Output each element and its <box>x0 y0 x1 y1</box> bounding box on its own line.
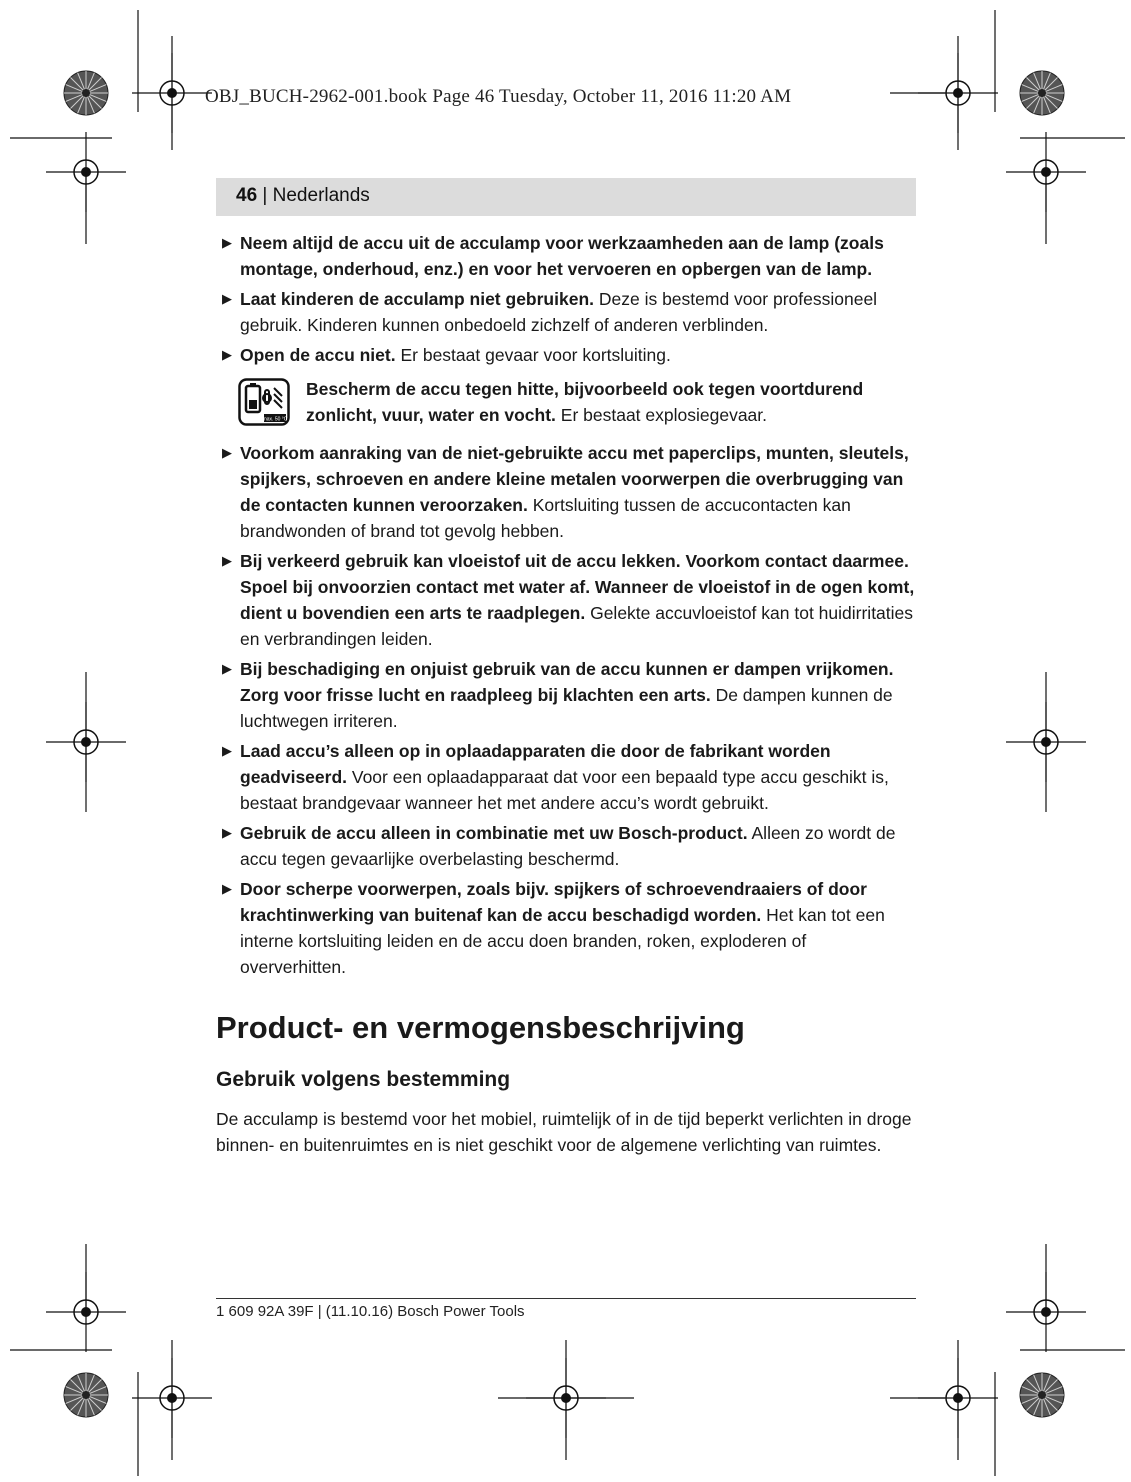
safety-item <box>218 342 916 368</box>
safety-item-text: Gelekte accuvloeistof kan tot huidirritaties en verbrandingen leiden. <box>240 603 914 649</box>
safety-item <box>218 656 916 734</box>
safety-item-bold: Neem altijd de accu uit de acculamp voor werkzaamheden aan de lamp (zoals montage, onderhoud, enz.) en voor het vervoeren en opbergen van de lamp. <box>240 233 884 279</box>
safety-item-bold: Laad accu’s alleen op in oplaadapparaten die door de fabrikant worden geadviseerd. <box>240 741 831 787</box>
section-title: Product- en vermogensbeschrijving <box>216 1010 745 1045</box>
icon-caption: max. 50 °C <box>262 416 288 423</box>
safety-item-bold: Bij beschadiging en onjuist gebruik van de accu kunnen er dampen vrijkomen. Zorg voor frisse lucht en raadpleeg bij klachten een arts. <box>240 659 894 705</box>
heat-protection-icon <box>238 378 290 426</box>
safety-instructions <box>218 230 916 984</box>
safety-item-bold: Bij verkeerd gebruik kan vloeistof uit de accu lekken. Voorkom contact daarmee. Spoel bij onvoorzien contact met water af. Wanneer de vloeistof in de ogen komt, dient u bovendien een arts te raadplegen. <box>240 551 915 623</box>
bullet-icon: ▶ <box>222 661 232 676</box>
safety-item-text: Er bestaat explosiegevaar. <box>555 405 768 425</box>
bullet-icon: ▶ <box>222 825 232 840</box>
safety-item-text: Alleen zo wordt de accu tegen gevaarlijke overbelasting beschermd. <box>240 823 896 869</box>
safety-item <box>218 548 916 652</box>
page-header <box>236 185 370 207</box>
safety-item-text: Voor een oplaadapparaat dat voor een bepaald type accu geschikt is, bestaat brandgevaar wanneer het met andere accu’s wordt gebruikt. <box>240 767 889 813</box>
safety-item <box>218 738 916 816</box>
footer-divider <box>216 1298 916 1299</box>
safety-item-text: Kortsluiting tussen de accucontacten kan brandwonden of brand tot gevolg hebben. <box>240 495 851 541</box>
bullet-icon: ▶ <box>222 235 232 250</box>
safety-item <box>218 286 916 338</box>
bullet-icon: ▶ <box>222 881 232 896</box>
safety-item-bold: Gebruik de accu alleen in combinatie met uw Bosch-product. <box>240 823 748 843</box>
safety-item <box>218 876 916 980</box>
bullet-icon: ▶ <box>222 347 232 362</box>
safety-item-text: Het kan tot een interne kortsluiting leiden en de accu doen branden, roken, exploderen of oververhitten. <box>240 905 885 977</box>
safety-item-bold: Laat kinderen de acculamp niet gebruiken. <box>240 289 594 309</box>
safety-item <box>218 230 916 282</box>
safety-item-text: Deze is bestemd voor professioneel gebruik. Kinderen kunnen onbedoeld zichzelf of anderen verblinden. <box>240 289 878 335</box>
safety-item <box>218 440 916 544</box>
page-number: 46 <box>236 185 258 206</box>
safety-item-with-icon <box>218 376 916 432</box>
subsection-title: Gebruik volgens bestemming <box>216 1068 511 1091</box>
intended-use-paragraph: De acculamp is bestemd voor het mobiel, ruimtelijk of in de tijd beperkt verlichten in droge binnen- en buitenruimtes en is niet geschikt voor de algemene verlichting van ruimtes. <box>216 1109 912 1155</box>
safety-item <box>218 820 916 872</box>
bullet-icon: ▶ <box>222 553 232 568</box>
footer: 1 609 92A 39F | (11.10.16) Bosch Power Tools <box>216 1303 525 1320</box>
page-separator: | <box>257 185 273 206</box>
safety-item-bold: Voorkom aanraking van de niet-gebruikte accu met paperclips, munten, sleutels, spijkers, schroeven en andere kleine metalen voorwerpen die overbrugging van de contacten kunnen veroorzaken. <box>240 443 909 515</box>
bullet-icon: ▶ <box>222 445 232 460</box>
print-header: OBJ_BUCH-2962-001.book Page 46 Tuesday, October 11, 2016 11:20 AM <box>205 86 792 107</box>
bullet-icon: ▶ <box>222 743 232 758</box>
safety-item-text: De dampen kunnen de luchtwegen irriteren. <box>240 685 893 731</box>
safety-item-bold: Open de accu niet. <box>240 345 396 365</box>
bullet-icon: ▶ <box>222 291 232 306</box>
page-language: Nederlands <box>272 185 370 206</box>
page-header-band <box>216 178 916 216</box>
safety-item-bold: Bescherm de accu tegen hitte, bijvoorbeeld ook tegen voortdurend zonlicht, vuur, water en vocht. <box>306 379 864 425</box>
safety-item-bold: Door scherpe voorwerpen, zoals bijv. spijkers of schroevendraaiers of door krachtinwerking van buitenaf kan de accu beschadigd worden. <box>240 879 867 925</box>
safety-item-text: Er bestaat gevaar voor kortsluiting. <box>395 345 671 365</box>
